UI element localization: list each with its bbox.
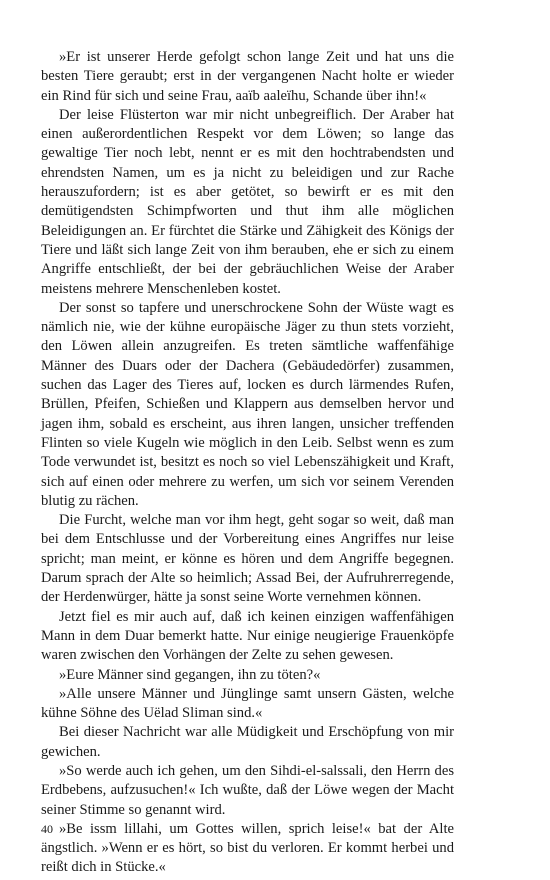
paragraph: Der sonst so tapfere und unerschrockene Sohn der Wüste wagt es nämlich nie, wie der kühne europäische Jäger zu thun stets vorzieht, den Löwen allein anzugreifen. Es treten sämtliche waffenfähige Männer des Duars oder der Dachera (Gebäudedörfer) zusammen, suchen das Lager des Tieres auf, locken es durch lärmendes Rufen, Brüllen, Pfeifen, Schießen und Klappern aus demselben hervor und jagen ihm, sobald es erscheint, aus ihren langen, unsicher treffenden Flinten so viele Kugeln wie möglich in den Leib. Selbst wenn es zum Tode verwundet ist, besitzt es noch so viel Lebenszähigkeit und Kraft, sich auf einen oder mehrere zu werfen, um sich vor seinem Verenden blutig zu rächen. <box>41 299 454 509</box>
paragraph: Jetzt fiel es mir auch auf, daß ich keinen einzigen waffenfähigen Mann in dem Duar bemerkt hatte. Nur einige neugierige Frauenköpfe waren zwischen den Vorhängen der Zelte zu sehen gewesen. <box>41 608 454 664</box>
paragraph: Der leise Flüsterton war mir nicht unbegreiflich. Der Araber hat einen außerordentlichen Respekt vor dem Löwen; so lange das gewaltige Tier noch lebt, nennt er es mit den hochtrabendsten und ehrendsten Namen, um es ja nicht zu beleidigen und zur Rache herauszufordern; ist es aber getötet, so bewirft er es mit den demütigendsten Schimpfworten und thut ihm alle möglichen Beleidigungen an. Er fürchtet die Stärke und Zähigkeit des Königs der Tiere und läßt sich lange Zeit von ihm berauben, ehe er sich zu einem Angriffe entschließt, der bei der gebräuchlichen Weise der Araber meistens mehrere Menschenleben kostet. <box>41 106 454 297</box>
paragraph: Bei dieser Nachricht war alle Müdigkeit und Erschöpfung von mir gewichen. <box>41 724 454 760</box>
paragraph: »Be issm lillahi, um Gottes willen, sprich leise!« bat der Alte ängstlich. »Wenn er es hört, so bist du verloren. Er kommt herbei und reißt dich in Stücke.« <box>41 820 454 876</box>
paragraph: »So werde auch ich gehen, um den Sihdi-el-salssali, den Herrn des Erdbebens, aufzusuchen!« Ich wußte, daß der Löwe wegen der Macht seiner Stimme so genannt wird. <box>41 762 454 818</box>
paragraph: Die Furcht, welche man vor ihm hegt, geht sogar so weit, daß man bei dem Entschlusse und der Vorbereitung eines Angriffes nur leise spricht; man meint, er könne es hören und dem Angriffe begegnen. Darum sprach der Alte so heimlich; Assad Bei, der Aufruhrerregende, der Herdenwürger, hätte ja sonst seine Worte vernehmen können. <box>41 512 454 606</box>
page-number: 40 <box>41 822 53 836</box>
paragraph: »Eure Männer sind gegangen, ihn zu töten?« <box>59 666 321 683</box>
page-body <box>41 48 454 878</box>
paragraph: »Alle unsere Männer und Jünglinge samt unsern Gästen, welche kühne Söhne des Uëlad Sliman sind.« <box>41 685 454 722</box>
paragraph: »Er ist unserer Herde gefolgt schon lange Zeit und hat uns die besten Tiere geraubt; erst in der vergangenen Nacht holte er wieder ein Rind für sich und seine Frau, aaïb aaleïhu, Schande über ihn!« <box>41 49 454 104</box>
